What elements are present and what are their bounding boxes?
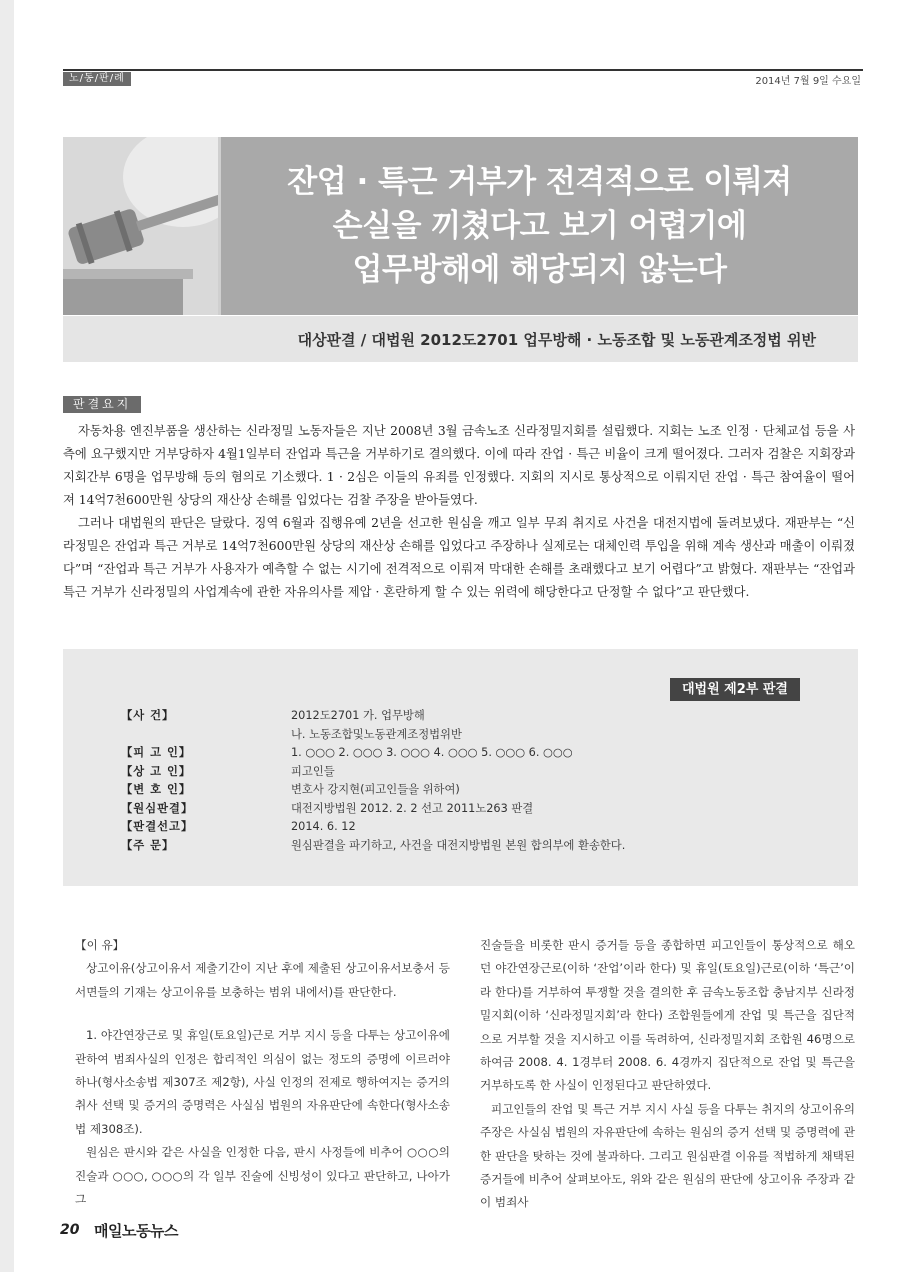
case-info-box (63, 649, 858, 886)
page-edge-shade (0, 0, 14, 1272)
headline (221, 137, 858, 315)
body-paragraph: 1. 야간연장근로 및 휴일(토요일)근로 거부 지시 등을 다투는 상고이유에 관하여 범죄사실의 인정은 합리적인 의심이 없는 정도의 증명에 이르러야 하나(형사소송법 제307조 제2항), 사실 인정의 전제로 행하여지는 증거의 취사 선택 및 증거의 증명력은 사실심 법원의 자유판단에 속한다(형사소송법 제308조). (75, 1028, 450, 1136)
page-number: 20 (60, 1222, 80, 1238)
case-key: 【주 문】 (121, 838, 175, 852)
body-paragraph: 진술들을 비롯한 판시 증거들 등을 종합하면 피고인들이 통상적으로 해오던 야간연장근로(이하 ‘잔업’이라 한다) 및 휴일(토요일)근로(이하 ‘특근’이라 한다)를 거부하여 투쟁할 것을 결의한 후 금속노동조합 충남지부 신라정밀지회(이하 ‘신라정밀지회’라 한다) 조합원들에게 잔업 및 특근을 집단적으로 거부할 것을 지시하고 이를 독려하여, 신라정밀지회 조합원 46명으로 하여금 2008. 4. 1경부터 2008. 6. 4경까지 집단적으로 잔업 및 특근을 거부하도록 한 사실이 인정된다고 판단하였다. (480, 938, 855, 1093)
header-rule (63, 69, 863, 71)
court-badge: 대법원 제2부 판결 (670, 678, 800, 701)
case-value: 나. 노동조합및노동관계조정법위반 (291, 727, 462, 741)
gavel-icon (63, 137, 218, 315)
case-subtitle: 대상판결 / 대법원 2012도2701 업무방해 · 노동조합 및 노동관계조정법 위반 (297, 331, 816, 349)
summary-paragraph: 자동차용 엔진부품을 생산하는 신라정밀 노동자들은 지난 2008년 3월 금속노조 신라정밀지회를 설립했다. 지회는 노조 인정 · 단체교섭 등을 사측에 요구했지만 거부당하자 4월1일부터 잔업과 특근을 거부하기로 결의했다. 이에 따라 잔업 · 특근 비율이 크게 떨어졌다. 그러자 검찰은 지회장과 지회간부 6명을 업무방해 등의 혐의로 기소했다. 1 · 2심은 이들의 유죄를 인정했다. 지회의 지시로 통상적으로 이뤄지던 잔업 · 특근 참여율이 떨어져 14억7천600만원 상당의 재산상 손해를 입었다는 검찰 주장을 받아들였다. (63, 424, 855, 507)
case-key: 【변 호 인】 (121, 783, 192, 796)
body-column-right (480, 934, 855, 1215)
headline-line: 업무방해에 해당되지 않는다 (352, 252, 727, 288)
body-paragraph: 상고이유(상고이유서 제출기간이 지난 후에 제출된 상고이유서보충서 등 서면들의 기재는 상고이유를 보충하는 범위 내에서)를 판단한다. (75, 961, 450, 999)
body-paragraph: 피고인들의 잔업 및 특근 거부 지시 사실 등을 다투는 취지의 상고이유의 주장은 사실심 법원의 자유판단에 속하는 원심의 증거 선택 및 증명력에 관한 판단을 탓하는 것에 불과하다. 그리고 원심판결 이유를 적법하게 채택된 증거들에 비추어 살펴보아도, 위와 같은 원심의 판단에 상고이유 주장과 같이 범죄사 (480, 1101, 855, 1210)
case-value: 대전지방법원 2012. 2. 2 선고 2011노263 판결 (291, 801, 534, 815)
body-column-left (75, 934, 450, 1211)
case-value: 2012도2701 가. 업무방해 (291, 709, 425, 722)
summary-paragraph: 그러나 대법원의 판단은 달랐다. 징역 6월과 집행유예 2년을 선고한 원심을 깨고 일부 무죄 취지로 사건을 대전지법에 돌려보냈다. 재판부는 “신라정밀은 잔업과 특근 거부로 14억7천600만원 상당의 재산상 손해를 입었다고 주장하나 실제로는 대체인력 투입을 위해 계속 생산과 매출이 이뤄졌다”며 “잔업과 특근 거부가 사용자가 예측할 수 없는 시기에 전격적으로 이뤄져 막대한 손해를 초래했다고 보기 어렵다”고 밝혔다. 재판부는 “잔업과 특근 거부가 신라정밀의 사업계속에 관한 자유의사를 제압 · 혼란하게 할 수 있는 위력에 해당한다고 단정할 수 없다”고 판단했다. (63, 516, 855, 599)
issue-date: 2014년 7월 9일 수요일 (755, 76, 861, 87)
summary-label: 판결요지 (63, 396, 141, 413)
case-value: 2014. 6. 12 (291, 820, 356, 833)
publication-logo: 매일노동뉴스 (94, 1222, 178, 1240)
case-value: 피고인들 (291, 764, 335, 778)
summary-body (63, 420, 855, 604)
headline-line: 잔업 · 특근 거부가 전격적으로 이뤄져 (287, 164, 792, 200)
case-key: 【원심판결】 (121, 801, 194, 815)
reasons-heading: 【이 유】 (75, 938, 125, 952)
article-banner (63, 137, 858, 315)
case-subtitle-bar (63, 316, 858, 362)
case-key: 【상 고 인】 (121, 764, 192, 778)
case-key: 【판결선고】 (121, 820, 194, 833)
headline-line: 손실을 끼쳤다고 보기 어렵기에 (332, 208, 747, 244)
case-value: 원심판결을 파기하고, 사건을 대전지방법원 본원 합의부에 환송한다. (291, 838, 626, 852)
section-tag: 노/동/판/례 (63, 72, 131, 86)
case-value: 1. ○○○ 2. ○○○ 3. ○○○ 4. ○○○ 5. ○○○ 6. ○○○ (291, 746, 573, 759)
case-value: 변호사 강지현(피고인들을 위하여) (291, 783, 460, 796)
body-paragraph: 원심은 판시와 같은 사실을 인정한 다음, 판시 사정들에 비추어 ○○○의 진술과 ○○○, ○○○의 각 일부 진술에 신빙성이 있다고 판단하고, 나아가 그 (75, 1145, 450, 1207)
case-key: 【피 고 인】 (121, 746, 192, 759)
case-key: 【사 건】 (121, 709, 175, 722)
